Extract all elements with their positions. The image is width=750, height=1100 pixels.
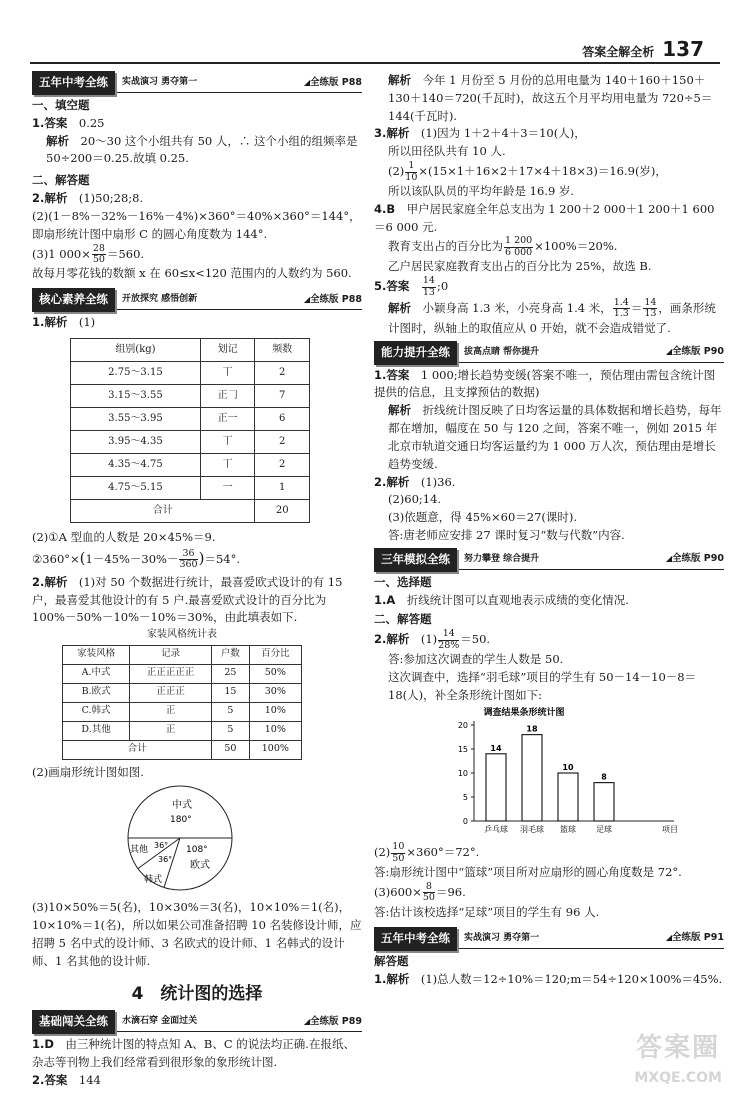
explanation: (2) $\frac{10}{50}$ ×360°＝72°. bbox=[374, 841, 480, 864]
table-cell: 30% bbox=[249, 683, 301, 702]
explanation: 故每月零花钱的数额 x 在 60≤x<120 范围内的人数约为 560. bbox=[32, 266, 352, 281]
table-cell: 百分比 bbox=[249, 645, 301, 664]
answer-line: 1.答案 0.25 bbox=[32, 115, 105, 130]
pie-label: 36° bbox=[158, 854, 173, 864]
answer-line: 2.解析 (1)36. bbox=[374, 474, 456, 489]
pie-label: 108° bbox=[186, 844, 208, 855]
explanation: 所以田径队共有 10 人. bbox=[388, 144, 506, 159]
explanation: (2)①A 型血的人数是 20×45%＝9. bbox=[32, 530, 216, 544]
table-cell: 正正正正正 bbox=[130, 664, 212, 683]
left-column bbox=[32, 72, 362, 1089]
section-bar: 三年模拟全练 努力攀登 综合提升 ◢ 全练版 P90 bbox=[374, 551, 724, 570]
explanation: 答:估计该校选择“足球”项目的学生有 96 人. bbox=[374, 904, 600, 919]
x-tick-label: 羽毛球 bbox=[520, 824, 544, 834]
table-cell: 家装风格 bbox=[63, 645, 130, 664]
table-cell: 2 bbox=[255, 454, 310, 477]
pie-label: 韩式 bbox=[144, 874, 163, 885]
explanation: (3)600× $\frac{8}{50}$ ＝96. bbox=[374, 881, 466, 904]
table-cell: 正 bbox=[130, 702, 212, 721]
table-cell: 3.15～3.55 bbox=[71, 385, 201, 408]
table-cell: 丅 bbox=[200, 431, 255, 454]
pie-label: 其他 bbox=[130, 844, 149, 855]
table-cell: 2.75～3.15 bbox=[71, 362, 201, 385]
table-cell: 25 bbox=[212, 664, 249, 683]
table-row bbox=[71, 385, 310, 408]
table-row bbox=[71, 431, 310, 454]
table-row bbox=[71, 408, 310, 431]
section-bar: 能力提升全练 拔高点睛 帮你提升 ◢ 全练版 P90 bbox=[374, 344, 724, 363]
table-cell: 正 bbox=[130, 721, 212, 740]
answer-line: 5.答案 $\frac{14}{13}$ ;0 bbox=[374, 275, 449, 298]
pie-chart bbox=[32, 782, 362, 894]
table-cell: 20 bbox=[255, 500, 310, 523]
answer-line: 2.解析 (1)50;28;8. bbox=[32, 191, 144, 206]
data-label: 10 bbox=[562, 762, 574, 772]
table-row bbox=[63, 683, 302, 702]
pie-label: 36° bbox=[154, 840, 169, 850]
explanation: 解析 今年 1 月份至 5 月份的总用电量为 140＋160＋150＋130＋140＝720(千瓦时)，故这五个月平均用电量为 720÷5＝144(千瓦时). bbox=[388, 73, 713, 123]
explanation: 教育支出占的百分比为 $\frac{1 200}{6 000}$ ×100%＝20%. bbox=[388, 235, 618, 258]
table-cell: 100% bbox=[249, 740, 301, 759]
explanation: 这次调查中，选择“羽毛球”项目的学生有 50－14－10－8＝18(人)，补全条形统计图如下: bbox=[388, 669, 697, 702]
section-bar: 核心素养全练 开放探究 感悟创新 ◢ 全练版 P88 bbox=[32, 291, 362, 310]
explanation: 答:参加这次调查的学生人数是 50. bbox=[388, 652, 564, 667]
explanation: ②360°×(1－45%－30%－ $\frac{36}{360}$ )＝54°. bbox=[32, 547, 240, 571]
header-title: 答案全解全析 bbox=[582, 45, 655, 59]
pie-label: 180° bbox=[170, 814, 192, 825]
table-caption: 家装风格统计表 bbox=[147, 629, 217, 641]
x-tick-label: 乒乓球 bbox=[484, 824, 508, 834]
table-cell: D.其他 bbox=[63, 721, 130, 740]
bar bbox=[594, 782, 614, 820]
table-cell: 合计 bbox=[71, 500, 255, 523]
table-cell: 频数 bbox=[255, 339, 310, 362]
table-cell: A.中式 bbox=[63, 664, 130, 683]
explanation: 解析 小颖身高 1.3 米，小亮身高 1.4 米， $\frac{1.4}{1.3}$ ＝ $\frac{14}{13}$ ，画条形统计图时，纵轴上的取值应从 0 开始，就不会造成错觉了. bbox=[388, 296, 716, 335]
table-cell: 4.35～4.75 bbox=[71, 454, 201, 477]
answer-line: 2.解析 (1) $\frac{14}{28\%}$ ＝50. bbox=[374, 628, 491, 651]
explanation: (3)10×50%＝5(名)，10×30%＝3(名)，10×10%＝1(名)，10×10%＝1(名)，所以如果公司准备招聘 10 名装修设计师，应招聘 5 名中式的设计师、3 名欧式的设计师、1 名韩式的设计师、1 名其他的设计师. bbox=[32, 900, 362, 968]
subsection-heading: 二、解答题 bbox=[374, 612, 432, 627]
table-cell: 丅 bbox=[200, 454, 255, 477]
answer-line: 2.解析 (1)对 50 个数据进行统计，最喜爱欧式设计的有 15 户，最喜爱其他设计的有 5 户.最喜爱欧式设计的百分比为 100%－50%－10%－10%＝30%，由此填表如下. bbox=[32, 574, 343, 625]
table-cell: 正正正 bbox=[130, 683, 212, 702]
table-cell: 6 bbox=[255, 408, 310, 431]
answer-line: 1.解析 (1)总人数＝12÷10%＝120;m＝54÷120×100%＝45%. bbox=[374, 971, 723, 986]
table-cell: 正一 bbox=[200, 408, 255, 431]
table-cell: 10% bbox=[249, 721, 301, 740]
table-cell: 组别(kg) bbox=[71, 339, 201, 362]
header-rule bbox=[30, 62, 720, 64]
x-tick-label: 足球 bbox=[596, 824, 612, 834]
x-tick-label: 篮球 bbox=[560, 824, 576, 834]
table-cell: 50 bbox=[212, 740, 249, 759]
y-tick-label: 20 bbox=[457, 720, 468, 730]
section-bar: 五年中考全练 实战演习 勇夺第一 ◢ 全练版 P91 bbox=[374, 930, 724, 949]
explanation: (2)60;14. bbox=[388, 492, 442, 507]
table-cell: 3.95～4.35 bbox=[71, 431, 201, 454]
table-cell: 合计 bbox=[63, 740, 212, 759]
y-tick-label: 15 bbox=[457, 744, 468, 754]
answer-line: 2.答案 144 bbox=[32, 1072, 101, 1087]
table-cell: 50% bbox=[249, 664, 301, 683]
style-stats-table bbox=[62, 645, 302, 760]
bar-chart bbox=[374, 705, 724, 837]
table-cell: B.欧式 bbox=[63, 683, 130, 702]
table-header-row bbox=[71, 339, 310, 362]
explanation: (2)(1－8%－32%－16%－4%)×360°＝40%×360°＝144°，即扇形统计图中扇形 C 的圆心角度数为 144°. bbox=[32, 208, 361, 241]
y-tick-label: 5 bbox=[462, 792, 468, 802]
explanation: 解析 20～30 这个小组共有 50 人，∴ 这个小组的组频率是 50÷200＝0.25.故填 0.25. bbox=[46, 133, 358, 166]
table-cell: 7 bbox=[255, 385, 310, 408]
subsection-heading: 一、选择题 bbox=[374, 574, 432, 589]
answer-line: 4.B 甲户居民家庭全年总支出为 1 200＋2 000＋1 200＋1 600＝6 000 元. bbox=[374, 201, 715, 234]
pie-label: 欧式 bbox=[190, 859, 210, 871]
table-cell: 划记 bbox=[200, 339, 255, 362]
table-cell: 户数 bbox=[212, 645, 249, 664]
data-label: 8 bbox=[601, 772, 607, 782]
explanation: 乙户居民家庭教育支出占的百分比为 25%，故选 B. bbox=[388, 259, 652, 274]
subsection-heading: 一、填空题 bbox=[32, 98, 90, 112]
table-row bbox=[63, 664, 302, 683]
bar bbox=[522, 734, 542, 820]
data-label: 14 bbox=[490, 743, 502, 753]
table-cell: 1 bbox=[255, 477, 310, 500]
section-bar: 基础闯关全练 水滴石穿 金面过关 ◢ 全练版 P89 bbox=[32, 1013, 362, 1032]
page-number: 137 bbox=[662, 37, 704, 61]
table-header-row bbox=[63, 645, 302, 664]
subsection-heading: 二、解答题 bbox=[32, 173, 90, 188]
table-total-row bbox=[63, 740, 302, 759]
table-cell: 正𠃌 bbox=[200, 385, 255, 408]
bar bbox=[486, 753, 506, 820]
table-row bbox=[63, 721, 302, 740]
bar bbox=[558, 773, 578, 821]
explanation: (3)1 000× $\frac{28}{50}$ ＝560. bbox=[32, 242, 145, 265]
page-header bbox=[0, 0, 750, 61]
section-bar: 五年中考全练 实战演习 勇夺第一 ◢ 全练版 P88 bbox=[32, 74, 362, 93]
table-row bbox=[71, 477, 310, 500]
answer-line: 1.A 折线统计图可以直观地表示成绩的变化情况. bbox=[374, 592, 629, 607]
table-row bbox=[71, 454, 310, 477]
table-cell: 丅 bbox=[200, 362, 255, 385]
explanation: (2) $\frac{1}{10}$ ×(15×1＋16×2＋17×4＋18×3)＝16.9(岁)， bbox=[388, 160, 667, 183]
y-tick-label: 0 bbox=[462, 816, 468, 826]
table-cell: 10% bbox=[249, 702, 301, 721]
subsection-heading: 解答题 bbox=[374, 953, 409, 968]
data-label: 18 bbox=[526, 724, 538, 734]
table-cell: 记录 bbox=[130, 645, 212, 664]
explanation: 解析 折线统计图反映了日均客运量的具体数据和增长趋势，每年都在增加，幅度在 50 与 120 之间，答案不唯一，例如 2015 年北京市轨道交通日均客运量约为 1 000 万人次，预估理由是增长趋势变缓. bbox=[388, 403, 722, 471]
table-total-row bbox=[71, 500, 310, 523]
pie-label: 中式 bbox=[172, 799, 192, 811]
explanation: 答:扇形统计图中“篮球”项目所对应扇形的圆心角度数是 72°. bbox=[374, 865, 682, 880]
frequency-table bbox=[70, 338, 310, 523]
explanation: (2)画扇形统计图如图. bbox=[32, 764, 144, 779]
explanation: (3)依题意，得 45%×60＝27(课时). bbox=[388, 510, 578, 525]
table-cell: 5 bbox=[212, 721, 249, 740]
table-row bbox=[71, 362, 310, 385]
answer-line: 1.D 由三种统计图的特点知 A、B、C 的说法均正确.在报纸、杂志等刊物上我们经常看到很形象的象形统计图. bbox=[32, 1036, 355, 1069]
y-tick-label: 10 bbox=[457, 768, 468, 778]
table-cell: 4.75～5.15 bbox=[71, 477, 201, 500]
watermark: 答案圈 MXQE.COM bbox=[634, 1033, 722, 1087]
answer-line: 1.解析 (1) bbox=[32, 315, 96, 330]
explanation: 答:唐老师应安排 27 课时复习“数与代数”内容. bbox=[388, 527, 625, 542]
table-cell: 5 bbox=[212, 702, 249, 721]
x-axis-label: 项目 bbox=[662, 824, 678, 834]
table-cell: 2 bbox=[255, 362, 310, 385]
right-column bbox=[374, 72, 724, 988]
answer-line: 3.解析 (1)因为 1＋2＋4＋3＝10(人)， bbox=[374, 126, 586, 141]
table-row bbox=[63, 702, 302, 721]
table-cell: 一 bbox=[200, 477, 255, 500]
table-cell: 2 bbox=[255, 431, 310, 454]
section-title: 4 统计图的选择 bbox=[131, 983, 263, 1004]
chart-title: 调查结果条形统计图 bbox=[483, 707, 565, 718]
answer-line: 1.答案 1 000;增长趋势变缓(答案不唯一，预估理由需包含统计图提供的信息，且支撑预估的数据) bbox=[374, 367, 716, 400]
table-cell: 3.55～3.95 bbox=[71, 408, 201, 431]
table-cell: 15 bbox=[212, 683, 249, 702]
explanation: 所以该队队员的平均年龄是 16.9 岁. bbox=[388, 183, 575, 198]
table-cell: C.韩式 bbox=[63, 702, 130, 721]
